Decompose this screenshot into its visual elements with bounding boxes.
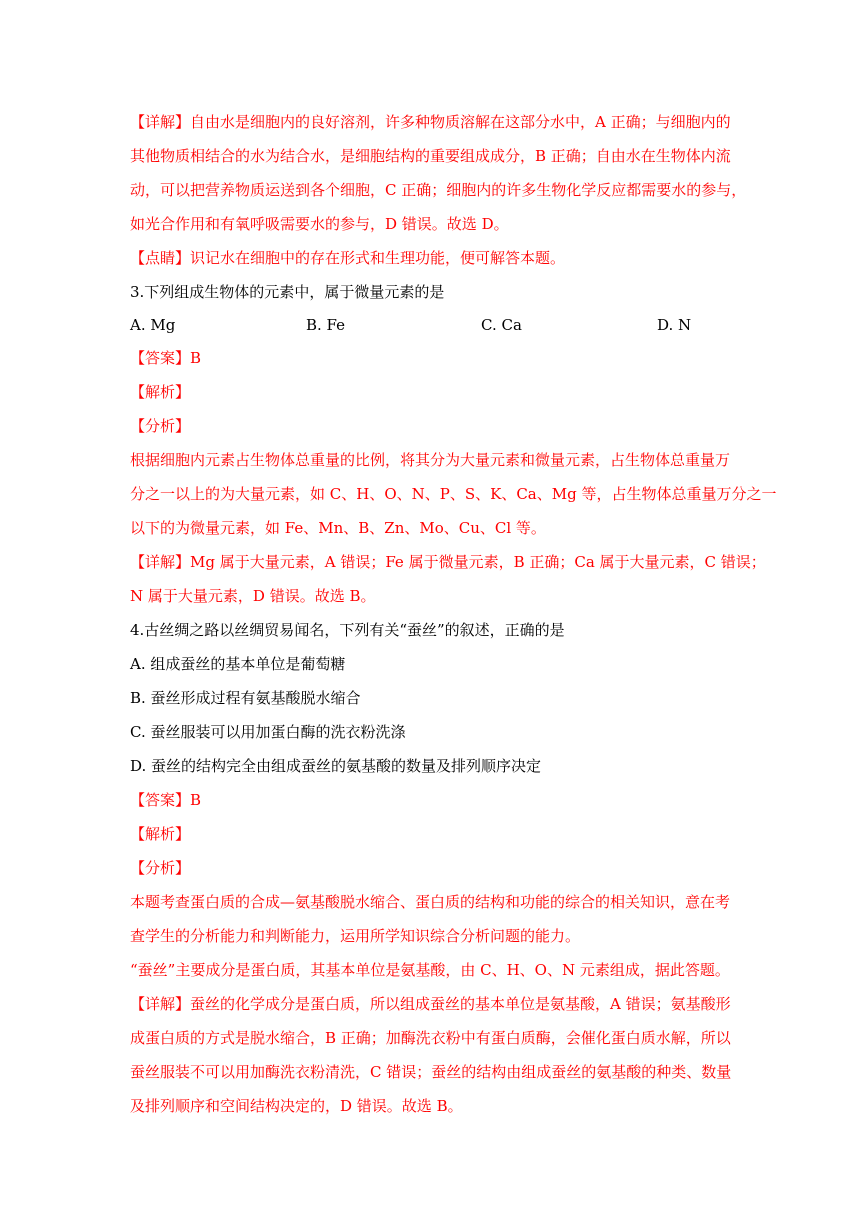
q2-detail-line-2: 其他物质相结合的水为结合水，是细胞结构的重要组成成分，B 正确；自由水在生物体内流 [130, 147, 731, 165]
q3-option-d: D. N [657, 316, 692, 334]
q4-analysis-line-3: “蚕丝”主要成分是蛋白质，其基本单位是氨基酸，由 C、H、O、N 元素组成，据此答题。 [130, 961, 730, 979]
q3-detail-line-2: N 属于大量元素，D 错误。故选 B。 [130, 587, 376, 605]
q2-note: 【点睛】识记水在细胞中的存在形式和生理功能，便可解答本题。 [130, 249, 566, 267]
q4-analysis-line-1: 本题考查蛋白质的合成—氨基酸脱水缩合、蛋白质的结构和功能的综合的相关知识，意在考 [130, 893, 731, 911]
q4-detail-line-2: 成蛋白质的方式是脱水缩合，B 正确；加酶洗衣粉中有蛋白质酶，会催化蛋白质水解，所以 [130, 1029, 731, 1047]
q2-detail-line-4: 如光合作用和有氧呼吸需要水的参与，D 错误。故选 D。 [130, 215, 509, 233]
q3-fenxi-heading: 【分析】 [130, 417, 191, 435]
q3-answer: 【答案】B [130, 349, 202, 367]
q4-detail-line-3: 蚕丝服装不可以用加酶洗衣粉清洗，C 错误；蚕丝的结构由组成蚕丝的氨基酸的种类、数量 [130, 1063, 732, 1081]
q4-fenxi-heading: 【分析】 [130, 859, 191, 877]
q4-stem: 4.古丝绸之路以丝绸贸易闻名，下列有关“蚕丝”的叙述，正确的是 [130, 621, 565, 639]
q3-analysis-line-1: 根据细胞内元素占生物体总重量的比例，将其分为大量元素和微量元素，占生物体总重量万 [130, 451, 731, 469]
q3-option-c: C. Ca [481, 316, 522, 334]
q4-option-a: A. 组成蚕丝的基本单位是葡萄糖 [130, 655, 346, 673]
q4-jiexi-heading: 【解析】 [130, 825, 191, 843]
q4-analysis-line-2: 查学生的分析能力和判断能力，运用所学知识综合分析问题的能力。 [130, 927, 581, 945]
q4-option-d: D. 蚕丝的结构完全由组成蚕丝的氨基酸的数量及排列顺序决定 [130, 757, 542, 775]
q3-option-a: A. Mg [130, 316, 176, 334]
q4-answer: 【答案】B [130, 791, 202, 809]
q4-option-c: C. 蚕丝服装可以用加蛋白酶的洗衣粉洗涤 [130, 723, 406, 741]
q2-detail-line-1: 【详解】自由水是细胞内的良好溶剂，许多种物质溶解在这部分水中，A 正确；与细胞内的 [130, 113, 731, 131]
q3-option-b: B. Fe [306, 316, 346, 334]
q4-option-b: B. 蚕丝形成过程有氨基酸脱水缩合 [130, 689, 361, 707]
q3-jiexi-heading: 【解析】 [130, 383, 191, 401]
q4-detail-line-1: 【详解】蚕丝的化学成分是蛋白质，所以组成蚕丝的基本单位是氨基酸，A 错误；氨基酸形 [130, 995, 731, 1013]
q3-analysis-line-3: 以下的为微量元素，如 Fe、Mn、B、Zn、Mo、Cu、Cl 等。 [130, 519, 546, 537]
q3-analysis-line-2: 分之一以上的为大量元素，如 C、H、O、N、P、S、K、Ca、Mg 等，占生物体总重量万分之一 [130, 485, 777, 503]
q4-detail-line-4: 及排列顺序和空间结构决定的，D 错误。故选 B。 [130, 1097, 463, 1115]
q2-detail-line-3: 动，可以把营养物质运送到各个细胞，C 正确；细胞内的许多生物化学反应都需要水的参与， [130, 181, 747, 199]
q3-detail-line-1: 【详解】Mg 属于大量元素，A 错误；Fe 属于微量元素，B 正确；Ca 属于大量元素，C 错误； [130, 553, 766, 571]
q3-stem: 3.下列组成生物体的元素中，属于微量元素的是 [130, 283, 445, 301]
q3-options [130, 315, 730, 335]
